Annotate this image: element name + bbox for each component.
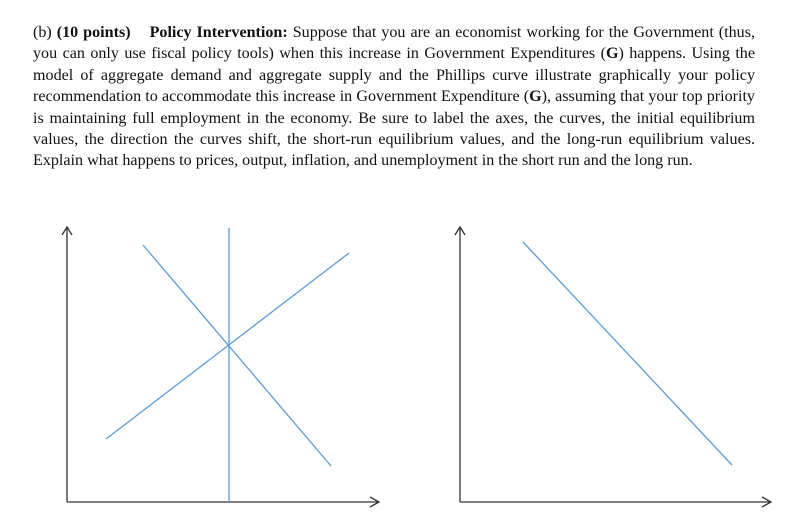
question-points: (10 points) [56,24,131,41]
g-symbol: G [529,88,542,106]
g-symbol: G [605,45,619,63]
aggregate-demand-curve [143,245,331,466]
phillips-curve [523,242,732,465]
question-sentence-2: ) happens. Using the model of aggregate demand and aggregate supply and the Phillips curve illustrate graphically your policy recommendation to accommodate this increase in Government Expenditure ( [33,45,755,106]
short-run-supply-curve [106,253,349,439]
ad-as-graph [62,227,379,507]
question-sentence-3: ), assuming that your top priority is maintaining full employment in the economy. Be sure to label the axes, the curves, the initial equilibrium values, the direction the curves shift, the short-run equilibrium values, and the long-run equilibrium values. Explain what happens to prices, output, inflation, and unemployment in the short run and the long run. [33,88,755,170]
phillips-curve-graph [455,227,771,507]
question-sentence-1: Suppose that you are an economist working for the Government (thus, you can only use fiscal policy tools) when this increase in Government Expenditures ( [33,24,755,63]
question-heading: Policy Intervention: [149,24,288,41]
question-label: (b) [33,24,52,41]
